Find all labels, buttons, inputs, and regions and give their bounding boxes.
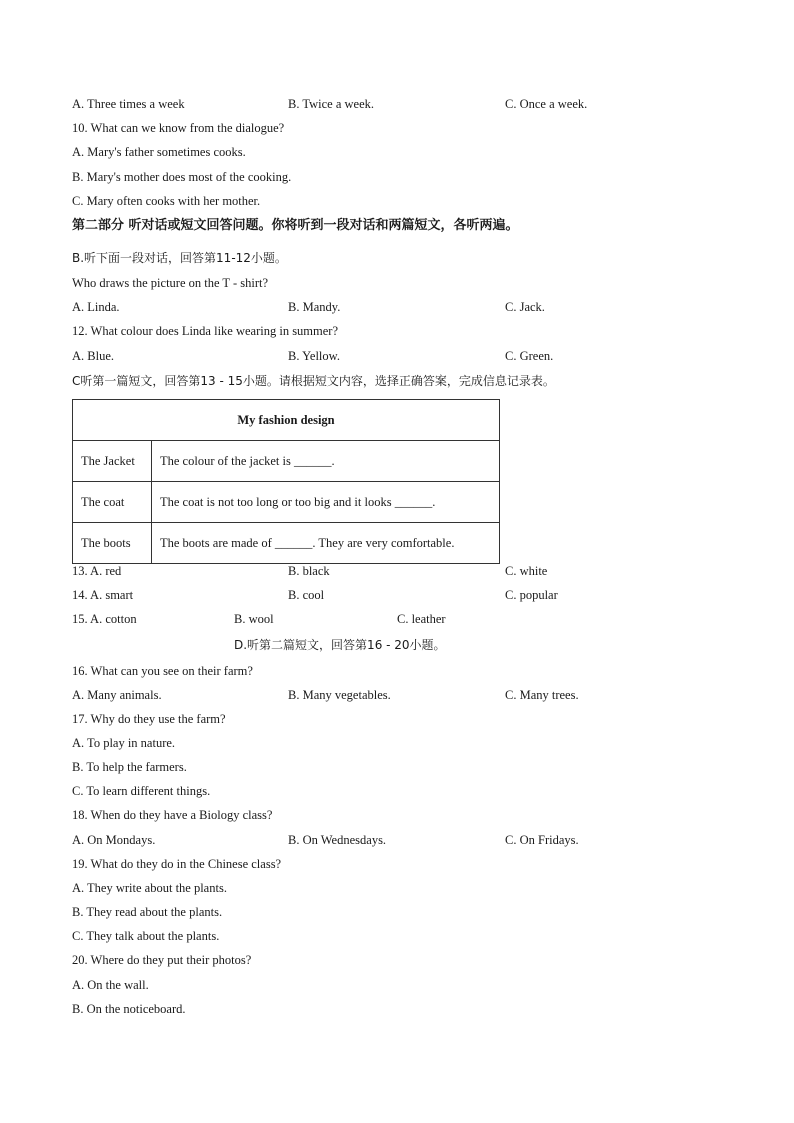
q18-option-c: C. On Fridays. bbox=[505, 833, 579, 847]
q15-option-c: C. leather bbox=[397, 612, 446, 626]
q10-option-a: A. Mary's father sometimes cooks. bbox=[72, 145, 246, 159]
q17-option-b: B. To help the farmers. bbox=[72, 760, 187, 774]
q14-option-c: C. popular bbox=[505, 588, 558, 602]
table-row-text: The boots are made of ______. They are very comfortable. bbox=[152, 523, 500, 564]
q9-option-a: A. Three times a week bbox=[72, 97, 185, 111]
table-row bbox=[73, 523, 500, 564]
q19-option-b: B. They read about the plants. bbox=[72, 905, 223, 919]
q14-option-a: 14. A. smart bbox=[72, 588, 134, 602]
q11-option-a: A. Linda. bbox=[72, 300, 120, 314]
q18-option-a: A. On Mondays. bbox=[72, 833, 156, 847]
table-row bbox=[73, 441, 500, 482]
q16-option-b: B. Many vegetables. bbox=[288, 688, 391, 702]
q19-question: 19. What do they do in the Chinese class? bbox=[72, 857, 282, 871]
section-b-intro: B.听下面一段对话，回答第11-12小题。 bbox=[72, 251, 287, 265]
q11-question: Who draws the picture on the T - shirt? bbox=[72, 276, 269, 290]
q9-option-c: C. Once a week. bbox=[505, 97, 588, 111]
q12-question: 12. What colour does Linda like wearing in summer? bbox=[72, 324, 339, 338]
q20-option-b: B. On the noticeboard. bbox=[72, 1002, 186, 1016]
q10-option-c: C. Mary often cooks with her mother. bbox=[72, 194, 261, 208]
q15-option-a: 15. A. cotton bbox=[72, 612, 137, 626]
q16-question: 16. What can you see on their farm? bbox=[72, 664, 253, 678]
q18-option-b: B. On Wednesdays. bbox=[288, 833, 387, 847]
q12-option-c: C. Green. bbox=[505, 349, 554, 363]
q17-question: 17. Why do they use the farm? bbox=[72, 712, 226, 726]
q12-option-a: A. Blue. bbox=[72, 349, 115, 363]
q11-option-b: B. Mandy. bbox=[288, 300, 341, 314]
q11-option-c: C. Jack. bbox=[505, 300, 545, 314]
q12-option-b: B. Yellow. bbox=[288, 349, 340, 363]
table-row-label: The coat bbox=[73, 482, 152, 523]
q17-option-a: A. To play in nature. bbox=[72, 736, 176, 750]
table-header-row bbox=[73, 400, 500, 441]
q13-option-a: 13. A. red bbox=[72, 564, 122, 578]
q13-option-c: C. white bbox=[505, 564, 548, 578]
section-d-intro: D.听第二篇短文，回答第16 - 20小题。 bbox=[234, 638, 446, 652]
q19-option-c: C. They talk about the plants. bbox=[72, 929, 220, 943]
q14-option-b: B. cool bbox=[288, 588, 325, 602]
table-row-text: The coat is not too long or too big and it looks ______. bbox=[152, 482, 500, 523]
q10-question: 10. What can we know from the dialogue? bbox=[72, 121, 285, 135]
q10-option-b: B. Mary's mother does most of the cooking. bbox=[72, 170, 292, 184]
table-row-label: The boots bbox=[73, 523, 152, 564]
table-row bbox=[73, 482, 500, 523]
q17-option-c: C. To learn different things. bbox=[72, 784, 211, 798]
q13-option-b: B. black bbox=[288, 564, 330, 578]
fashion-design-table bbox=[72, 399, 500, 564]
table-title: My fashion design bbox=[73, 400, 500, 441]
q20-question: 20. Where do they put their photos? bbox=[72, 953, 252, 967]
q15-option-b: B. wool bbox=[234, 612, 274, 626]
q9-option-b: B. Twice a week. bbox=[288, 97, 375, 111]
table-row-text: The colour of the jacket is ______. bbox=[152, 441, 500, 482]
part2-heading: 第二部分 听对话或短文回答问题。你将听到一段对话和两篇短文，各听两遍。 bbox=[72, 218, 519, 233]
table-row-label: The Jacket bbox=[73, 441, 152, 482]
q19-option-a: A. They write about the plants. bbox=[72, 881, 227, 895]
section-c-intro: C听第一篇短文，回答第13 - 15小题。请根据短文内容，选择正确答案，完成信息记录表。 bbox=[72, 374, 555, 388]
q20-option-a: A. On the wall. bbox=[72, 978, 149, 992]
q16-option-c: C. Many trees. bbox=[505, 688, 579, 702]
q16-option-a: A. Many animals. bbox=[72, 688, 162, 702]
q18-question: 18. When do they have a Biology class? bbox=[72, 808, 273, 822]
